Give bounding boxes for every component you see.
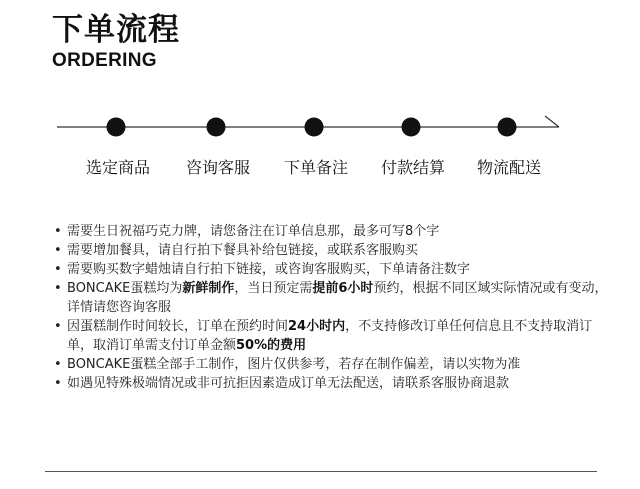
note-emphasis: 新鲜制作 bbox=[182, 281, 235, 296]
bullet-dot: • bbox=[54, 243, 62, 258]
bullet-dot: • bbox=[54, 262, 62, 277]
timeline-dot bbox=[207, 118, 226, 137]
note-item bbox=[54, 222, 614, 241]
bullet-dot: • bbox=[54, 281, 62, 296]
note-text: BONCAKE蛋糕均为 bbox=[67, 281, 183, 296]
notes-list bbox=[54, 222, 614, 393]
note-item bbox=[54, 355, 614, 374]
timeline-dot bbox=[402, 118, 421, 137]
note-item bbox=[54, 241, 614, 260]
note-text: 需要生日祝福巧克力牌，请您备注在订单信息那，最多可写8个字 bbox=[67, 224, 440, 239]
note-text: BONCAKE蛋糕全部手工制作，图片仅供参考，若存在制作偏差，请以实物为准 bbox=[67, 357, 521, 372]
flow-step-label: 付款结算 bbox=[380, 158, 445, 177]
bottom-divider bbox=[45, 471, 597, 472]
note-text: 需要购买数字蜡烛请自行拍下链接，或咨询客服购买，下单请备注数字 bbox=[67, 262, 471, 277]
note-text: ，当日预定需 bbox=[234, 281, 313, 296]
flow-step-label: 下单备注 bbox=[283, 158, 348, 177]
note-text: 如遇见特殊极端情况或非可抗拒因素造成订单无法配送，请联系客服协商退款 bbox=[67, 376, 510, 391]
note-item bbox=[54, 317, 614, 355]
note-text: 因蛋糕制作时间较长，订单在预约时间 bbox=[67, 319, 289, 334]
flow-step-label: 咨询客服 bbox=[185, 158, 250, 177]
flow-steps bbox=[0, 157, 640, 181]
note-item bbox=[54, 279, 614, 317]
note-emphasis: 24小时内 bbox=[288, 319, 346, 334]
bullet-dot: • bbox=[54, 376, 62, 391]
bullet-dot: • bbox=[54, 357, 62, 372]
timeline-dot bbox=[305, 118, 324, 137]
note-text: 需要增加餐具，请自行拍下餐具补给包链接，或联系客服购买 bbox=[67, 243, 419, 258]
timeline-arrow-tick bbox=[545, 116, 559, 127]
note-text: ，不支持修改订单任何信息且不支持取消订单，取消订单需支付订单金额 bbox=[67, 319, 593, 353]
note-text: 预约，根据不同区域实际情况或有变动，详情请您咨询客服 bbox=[67, 281, 608, 315]
page-title: 下单流程 bbox=[52, 12, 180, 48]
flow-step-label: 物流配送 bbox=[476, 158, 541, 177]
flow-timeline bbox=[0, 0, 640, 160]
bullet-dot: • bbox=[54, 224, 62, 239]
note-item bbox=[54, 260, 614, 279]
flow-step-label: 选定商品 bbox=[85, 158, 150, 177]
page-subtitle: ORDERING bbox=[52, 50, 157, 71]
note-emphasis: 提前6小时 bbox=[312, 281, 374, 296]
note-emphasis: 50%的费用 bbox=[236, 338, 307, 353]
bullet-dot: • bbox=[54, 319, 62, 334]
timeline-dot bbox=[107, 118, 126, 137]
timeline-dot bbox=[498, 118, 517, 137]
note-item bbox=[54, 374, 614, 393]
